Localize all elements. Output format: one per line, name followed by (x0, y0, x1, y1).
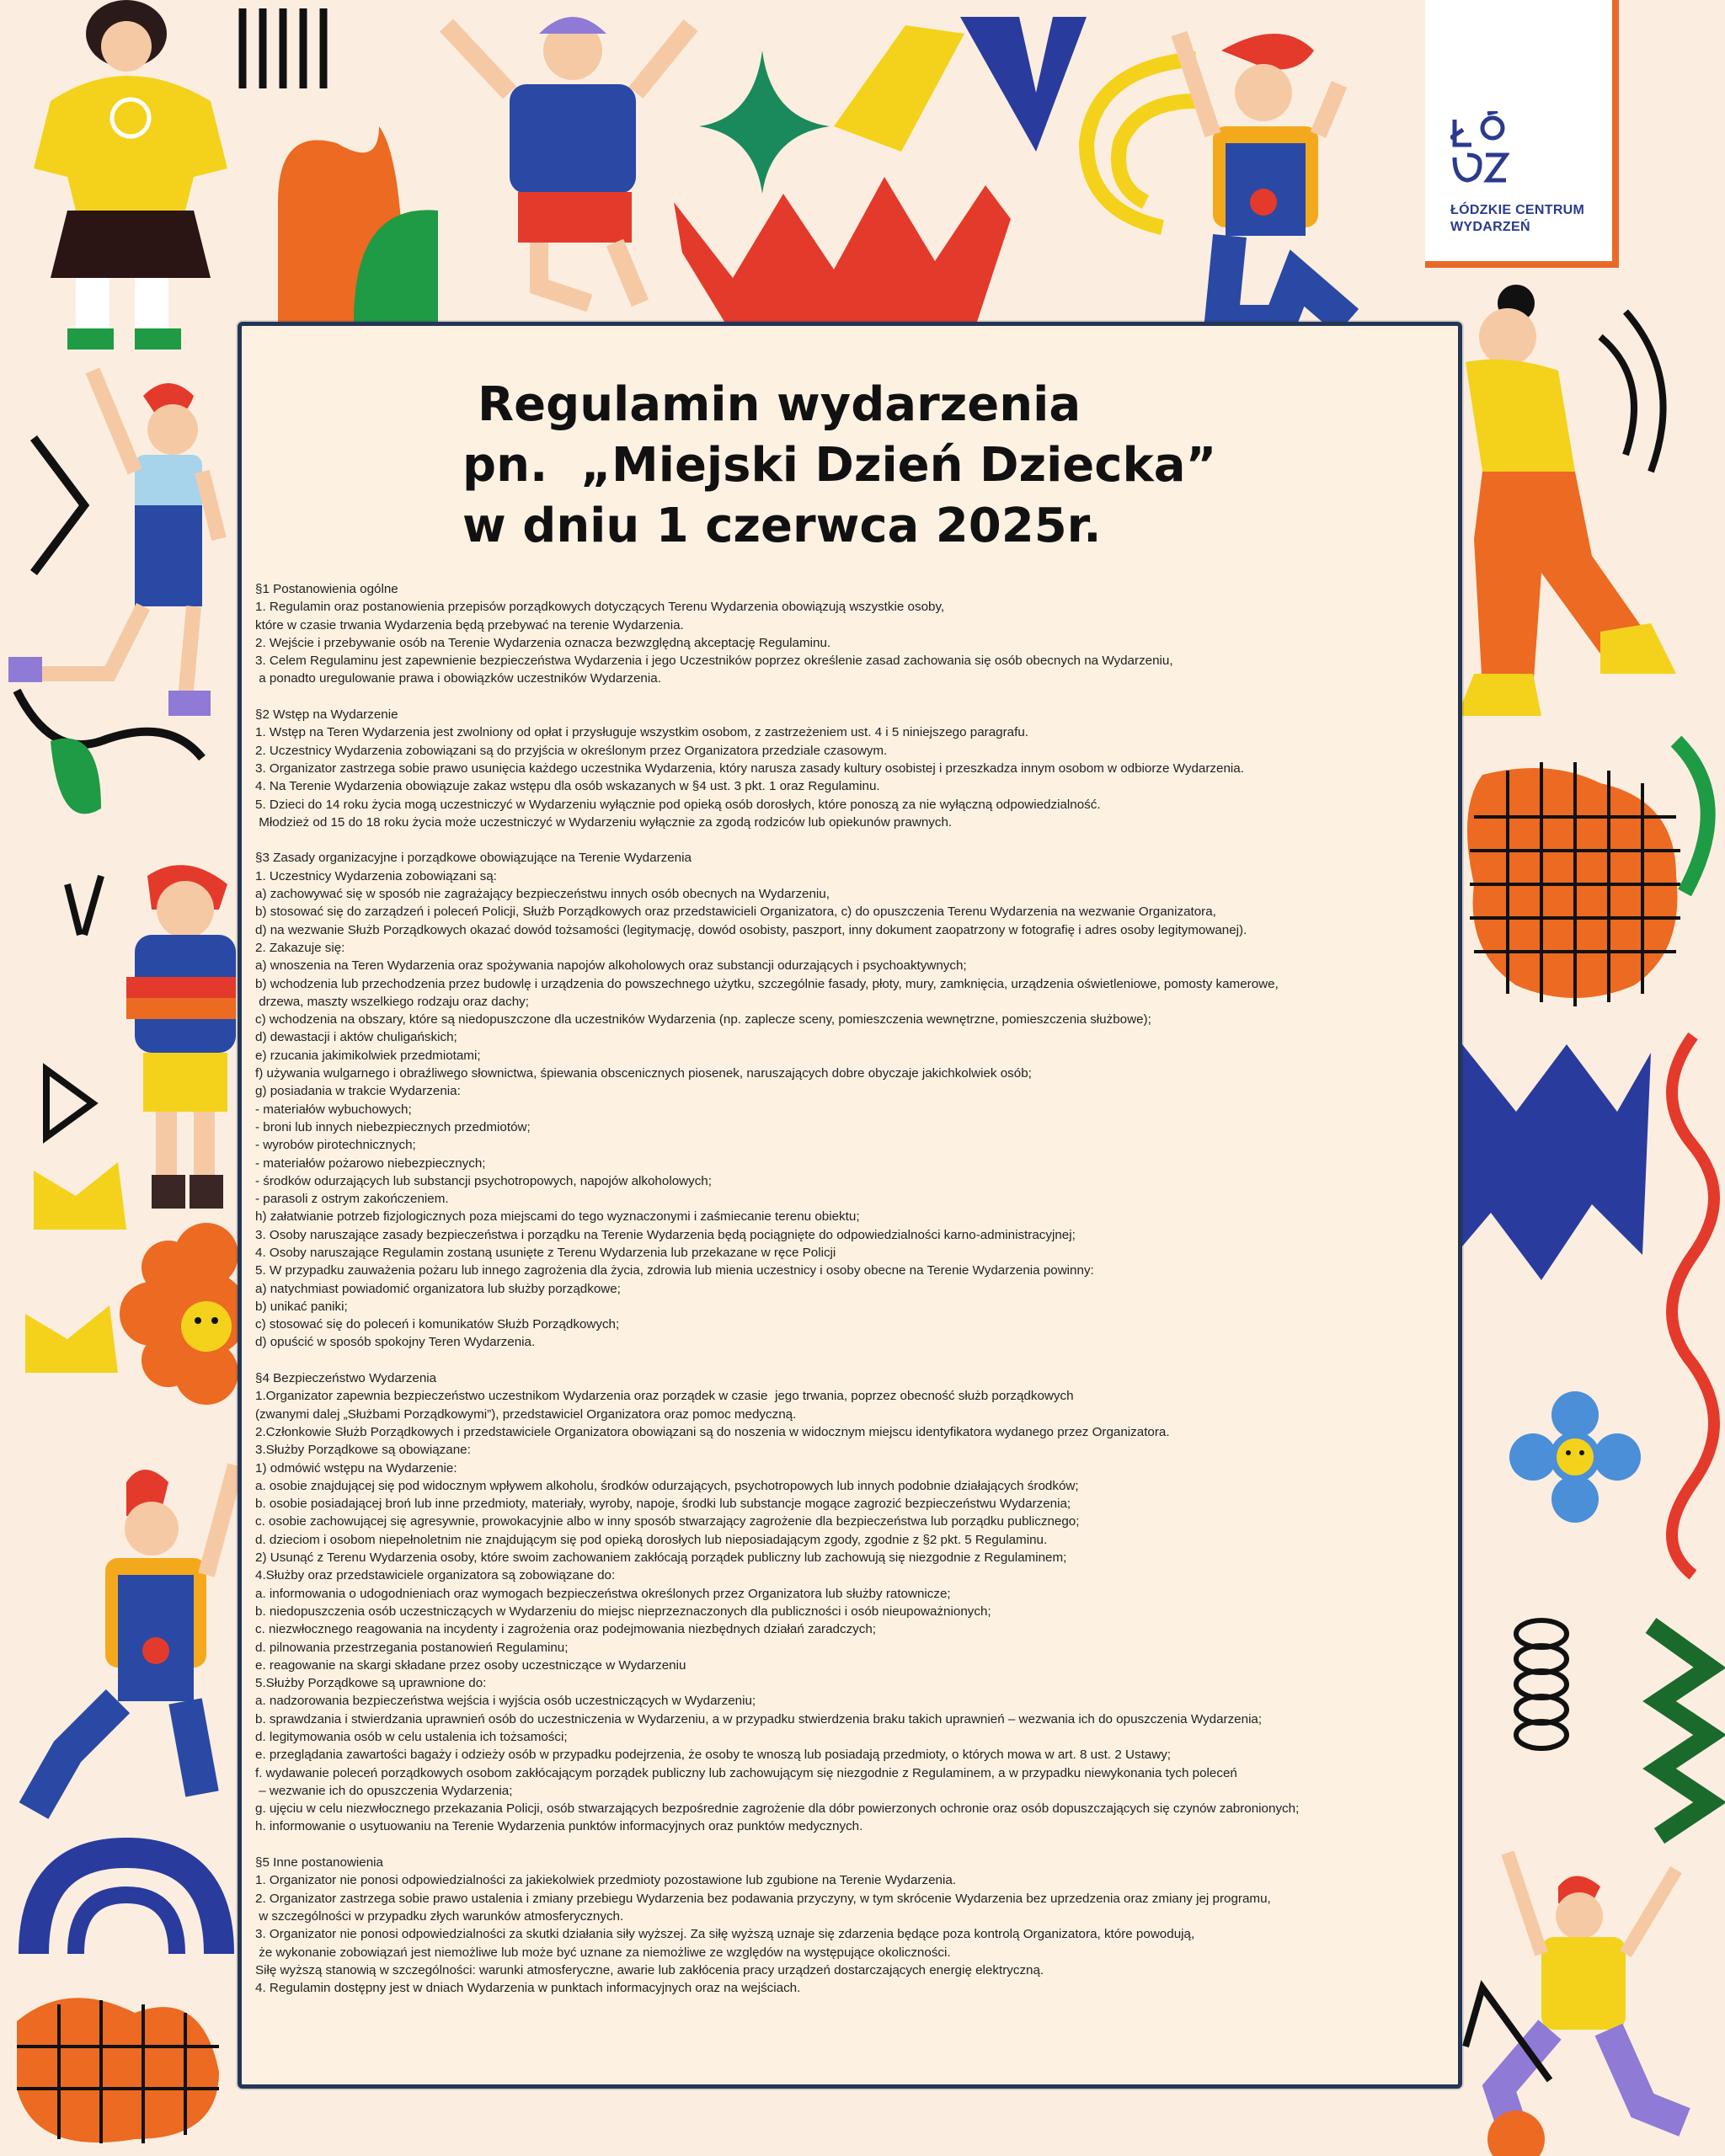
section-line: Młodzież od 15 do 18 roku życia może uczestniczyć w Wydarzeniu wyłącznie za zgodą rodziców lub opiekunów prawnych. (255, 814, 953, 830)
section-line: b) wchodzenia lub przechodzenia przez budowlę i urządzenia do powszechnego użytku, szczególnie fasady, płoty, mury, zamknięcia, urządzenia oświetleniowe, pomosty kamerowe, (255, 976, 1279, 991)
black-tick-marks (67, 876, 101, 935)
section-line: 1. Uczestnicy Wydarzenia zobowiązani są: (255, 868, 497, 883)
girl-dancing-illustration (1179, 34, 1348, 322)
section-line: 4. Regulamin dostępny jest w dniach Wydarzenia w punktach informacyjnych oraz na wejściach. (255, 1981, 801, 1996)
orange-flower-illustration (120, 1223, 248, 1405)
section-line: - materiałów wybuchowych; (255, 1102, 412, 1117)
boy-overalls-illustration (8, 371, 219, 716)
section-line: 5. W przypadku zauważenia pożaru lub innego zagrożenia dla życia, zdrowia lub mienia uczestnicy i osoby obecne na Terenie Wydarzenia powinny: (255, 1263, 1094, 1278)
green-leaf-shape (51, 739, 101, 814)
title-line-2: pn. „Miejski Dzień Dziecka” (462, 438, 1217, 493)
section-line: c) stosować się do poleceń i komunikatów Służb Porządkowych; (255, 1317, 620, 1332)
section-heading: §3 Zasady organizacyjne i porządkowe obowiązujące na Terenie Wydarzenia (255, 851, 692, 866)
lodz-events-center-logo (1425, 0, 1619, 268)
girl-strawberry-overalls-illustration (34, 1465, 236, 1811)
blue-flower-illustration (1509, 1391, 1641, 1523)
section-line: drzewa, maszty wszelkiego rodzaju oraz dachy; (255, 994, 529, 1009)
section-line: - parasoli z ostrym zakończeniem. (255, 1192, 449, 1207)
section-line: h. informowanie o usytuowaniu na Terenie Wydarzenia punktów informacyjnych oraz punktów medycznych. (255, 1819, 863, 1834)
section-line: e) rzucania jakimikolwiek przedmiotami; (255, 1048, 481, 1063)
yellow-diamond-shape (834, 25, 964, 152)
section-line: b. sprawdzania i stwierdzania uprawnień osób do uczestniczenia w Wydarzeniu, a w przypadku stwierdzenia braku takich uprawnień – wezwania ich do opuszczenia Wydarzenia; (255, 1711, 1263, 1726)
section-line: 2. Uczestnicy Wydarzenia zobowiązani są do przyjścia w określonym przez Organizatora przedziale czasowym. (255, 743, 888, 758)
girl-peace-hoodie-illustration (34, 0, 227, 350)
section-line: - środków odurzających lub substancji psychotropowych, napojów alkoholowych; (255, 1173, 712, 1188)
section-line: 3. Osoby naruszające zasady bezpieczeństwa i porządku na Terenie Wydarzenia będą pociągnięte do odpowiedzialności karno-administracyjnej; (255, 1227, 1076, 1242)
section-line: b. osobie posiadającej broń lub inne przedmioty, materiały, wyroby, napoje, środki lub substancje mogące zagrozić bezpieczeństwu Wydarzenia; (255, 1497, 1071, 1512)
section-line: d. legitymowania osób w celu ustalenia ich tożsamości; (255, 1730, 568, 1744)
title-line-3: w dniu 1 czerwca 2025r. (462, 499, 1102, 553)
person-orange-pants-illustration (1457, 285, 1676, 716)
section-line: 3. Organizator nie ponosi odpowiedzialności za skutki działania siły wyższej. Za siłę wyższą uznaje się zdarzenia będące poza kontrolą Organizatora, które powodują, (255, 1927, 1195, 1942)
green-zigzag-shape (1651, 1625, 1710, 1836)
section-line: g. ujęciu w celu niezwłocznego przekazania Policji, osób stwarzających bezpośrednie zagrożenie dla dóbr powierzonych ochronie oraz osób dopuszczających się czynów zabronionych; (255, 1801, 1300, 1817)
section-line: 5. Dzieci do 14 roku życia mogą uczestniczyć w Wydarzeniu wyłącznie pod opieką osób dorosłych, które ponoszą za nie wyłączną odpowiedzialność. (255, 797, 1101, 812)
yellow-arc-shape (1087, 59, 1196, 227)
section-line: c. niezwłocznego reagowania na incydenty i zagrożenia oraz podejmowania niezbędnych działań zaradczych; (255, 1622, 877, 1637)
orange-grid-shape (1467, 762, 1680, 1006)
section-line: Siłę wyższą stanowią w szczególności: warunki atmosferyczne, awarie lub zakłócenia pracy urządzeń dostarczających energię elektryczną. (255, 1962, 1044, 1977)
section-line: g) posiadania w trakcie Wydarzenia: (255, 1084, 461, 1099)
section-line: 3. Organizator zastrzega sobie prawo usunięcia każdego uczestnika Wydarzenia, który narusza zasady kultury osobistej i przeszkadza innym osobom w odbiorze Wydarzenia. (255, 760, 1244, 776)
section-heading: §1 Postanowienia ogólne (255, 582, 398, 596)
section-line: które w czasie trwania Wydarzenia będą przebywać na terenie Wydarzenia. (255, 617, 684, 632)
section-line: 4. Osoby naruszające Regulamin zostaną usunięte z Terenu Wydarzenia lub przekazane w ręce Policji (255, 1245, 836, 1260)
section-line: w szczególności w przypadku złych warunków atmosferycznych. (255, 1908, 624, 1924)
black-chevron-shape (34, 438, 84, 573)
section-line: 1. Wstęp na Teren Wydarzenia jest zwolniony od opłat i przysługuje wszystkim osobom, z zastrzeżeniem ust. 4 i 5 niniejszego paragrafu. (255, 725, 1029, 740)
section-line: 5.Służby Porządkowe są uprawnione do: (255, 1676, 487, 1691)
section-spacer (255, 1836, 1451, 1854)
section-line: a) zachowywać się w sposób nie zagrażający bezpieczeństwu innych osób obecnych na Wydarzeniu, (255, 887, 830, 902)
black-spring-shape (1516, 1620, 1567, 1748)
green-star-shape (699, 51, 830, 194)
section-line: 4.Służby oraz przedstawiciele organizatora są zobowiązane do: (255, 1568, 616, 1583)
section-line: e. przeglądania zawartości bagaży i odzieży osób w przypadku podejrzenia, że osoby te wnoszą lub posiadają przedmioty, o których mowa w art. 8 ust. 2 Ustawy; (255, 1748, 1172, 1763)
logo-text-line1: ŁÓDZKIE CENTRUM (1450, 203, 1585, 217)
logo-text (1450, 202, 1610, 236)
section-line: 4. Na Terenie Wydarzenia obowiązuje zakaz wstępu dla osób wskazanych w §4 ust. 3 pkt. 1 oraz Regulaminu. (255, 779, 880, 794)
section-line: e. reagowanie na skargi składane przez osoby uczestniczące w Wydarzeniu (255, 1657, 686, 1673)
section-line: 1) odmówić wstępu na Wydarzenie: (255, 1460, 457, 1476)
black-stripes-shape (243, 8, 323, 88)
document-title (242, 375, 1458, 557)
section-heading: §5 Inne postanowienia (255, 1855, 383, 1870)
section-line: 3. Celem Regulaminu jest zapewnienie bezpieczeństwa Wydarzenia i jego Uczestników poprzez określenie zasad zachowania się osób obecnych na Wydarzeniu, (255, 654, 1173, 669)
section-heading: §2 Wstęp na Wydarzenie (255, 707, 398, 723)
section-line: d) opuścić w sposób spokojny Teren Wydarzenia. (255, 1335, 536, 1350)
regulation-section (255, 706, 1451, 831)
black-triangle-outline (46, 1070, 93, 1137)
section-line: (zwanymi dalej „Służbami Porządkowymi”), przedstawiciel Organizatora oraz pomoc medyczną. (255, 1406, 797, 1422)
section-line: 2) Usunąć z Terenu Wydarzenia osoby, które swoim zachowaniem zakłócają porządek publiczny lub zachowują się niezgodnie z Regulaminem; (255, 1550, 1067, 1566)
black-arc-shape (1600, 312, 1664, 472)
section-line: f. wydawanie poleceń porządkowych osobom zakłócającym porządek publiczny lub zachowującym się niezgodnie z Regulaminem, a w przypadku niewykonania tych poleceń (255, 1765, 1237, 1780)
regulation-section (255, 849, 1451, 1351)
section-line: 2. Wejście i przebywanie osób na Terenie Wydarzenia oznacza bezwzględną akceptację Regulaminu. (255, 635, 831, 650)
section-line: - wyrobów pirotechnicznych; (255, 1138, 416, 1153)
section-line: że wykonanie zobowiązań jest niemożliwe lub może być uznane za niemożliwe ze względów na występujące okoliczności. (255, 1945, 951, 1960)
regulations-document-panel (238, 322, 1462, 2089)
section-line: 2. Organizator zastrzega sobie prawo ustalenia i zmiany przebiegu Wydarzenia bez podawania przyczyny, w tym skrócenie Wydarzenia bez uprzedzenia oraz zmiany jej programu, (255, 1891, 1271, 1906)
title-line-1: Regulamin wydarzenia (478, 377, 1081, 432)
section-spacer (255, 831, 1451, 849)
red-wave-shape (1672, 1036, 1714, 1575)
blue-zigzag-shape (1462, 1044, 1651, 1280)
green-arc-shape (1676, 741, 1708, 893)
blue-arch-shape (76, 1895, 177, 1954)
section-spacer (255, 688, 1451, 706)
section-line: a. nadzorowania bezpieczeństwa wejścia i wyjścia osób uczestniczących w Wydarzeniu; (255, 1694, 756, 1709)
section-line: d) na wezwanie Służb Porządkowych okazać dowód tożsamości (legitymację, dowód osobisty, paszport, inny dokument zaopatrzony w fotografię i adres osoby legitymowanej). (255, 922, 1247, 937)
section-line: - broni lub innych niebezpiecznych przedmiotów; (255, 1119, 531, 1134)
girl-with-books-illustration (126, 865, 236, 1209)
section-line: c. osobie zachowującej się agresywnie, prowokacyjnie albo w inny sposób stwarzający zagrożenie dla bezpieczeństwa lub porządku publicznego; (255, 1514, 1080, 1529)
boy-jumping-illustration (446, 17, 691, 303)
section-line: – wezwanie ich do opuszczenia Wydarzenia; (255, 1783, 513, 1798)
section-line: 1. Regulamin oraz postanowienia przepisów porządkowych dotyczących Terenu Wydarzenia obowiązują wszystkie osoby, (255, 600, 945, 615)
boy-jumping-bottom-illustration (1499, 1853, 1685, 2139)
section-line: d) dewastacji i aktów chuligańskich; (255, 1030, 457, 1045)
section-line: d. pilnowania przestrzegania postanowień Regulaminu; (255, 1640, 569, 1655)
section-line: b) stosować się do zarządzeń i poleceń Policji, Służb Porządkowych oraz przedstawicieli Organizatora, c) do opuszczenia Terenu Wydarzenia na wezwanie Organizatora, (255, 905, 1216, 920)
section-line: b. niedopuszczenia osób uczestniczących w Wydarzeniu do miejsc nieprzeznaczonych dla publiczności i osób nieupoważnionych; (255, 1604, 991, 1619)
section-line: 2.Członkowie Służb Porządkowych i przedstawiciele Organizatora obowiązani są do noszenia w widocznym miejscu identyfikatora wydanego przez Organizatora. (255, 1424, 1170, 1439)
section-line: - materiałów pożarowo niebezpiecznych; (255, 1155, 486, 1171)
section-line: f) używania wulgarnego i obraźliwego słownictwa, śpiewania obscenicznych piosenek, naruszających dobre obyczaje jakichkolwiek osób; (255, 1066, 1032, 1081)
orange-grid-shape (17, 1998, 219, 2143)
regulation-section (255, 1369, 1451, 1836)
section-line: 2. Zakazuje się: (255, 940, 345, 955)
section-line: b) unikać paniki; (255, 1299, 348, 1314)
section-line: a. osobie znajdującej się pod widocznym wpływem alkoholu, środków odurzających, psychotropowych lub innych podobnie działających środków; (255, 1478, 1079, 1493)
blue-v-shape (960, 17, 1087, 152)
regulation-section (255, 580, 1451, 688)
section-line: a) natychmiast powiadomić organizatora lub służby porządkowe; (255, 1281, 621, 1296)
section-line: a ponadto uregulowanie prawa i obowiązków uczestników Wydarzenia. (255, 671, 661, 686)
section-heading: §4 Bezpieczeństwo Wydarzenia (255, 1371, 437, 1386)
section-spacer (255, 1352, 1451, 1369)
regulation-section (255, 1854, 1451, 1997)
section-line: h) załatwianie potrzeb fizjologicznych poza miejscami do tego wyznaczonymi i zaśmiecanie terenu obiektu; (255, 1209, 860, 1225)
yellow-zigzag-shape (25, 1305, 118, 1373)
red-zigzag-shape (674, 177, 1011, 322)
section-line: 1.Organizator zapewnia bezpieczeństwo uczestnikom Wydarzenia oraz porządek w czasie jego trwania, poprzez obecność służb porządkowych (255, 1389, 1074, 1404)
section-line: d. dzieciom i osobom niepełnoletnim nie znajdującym się pod opieką dorosłych lub nieposiadającym zgody, zgodnie z §2 pkt. 5 Regulaminu. (255, 1532, 1048, 1547)
section-line: 3.Służby Porządkowe są obowiązane: (255, 1443, 471, 1458)
section-line: a. informowania o udogodnieniach oraz wymogach bezpieczeństwa określonych przez Organizatora lub służby ratownicze; (255, 1586, 951, 1601)
section-line: a) wnoszenia na Teren Wydarzenia oraz spożywania napojów alkoholowych oraz substancji odurzających i psychoaktywnych; (255, 958, 967, 974)
lodz-logo-mark (1450, 111, 1509, 195)
section-line: c) wchodzenia na obszary, które są niedopuszczone dla uczestników Wydarzenia (np. zaplecze sceny, pomieszczenia wewnętrzne, pomieszczenia służbowe); (255, 1012, 1151, 1027)
logo-text-line2: WYDARZEŃ (1450, 220, 1530, 234)
yellow-zigzag-shape (34, 1162, 126, 1230)
regulations-body (255, 580, 1451, 1997)
section-line: 1. Organizator nie ponosi odpowiedzialności za jakiekolwiek przedmioty pozostawione lub zgubione na Terenie Wydarzenia. (255, 1873, 956, 1888)
